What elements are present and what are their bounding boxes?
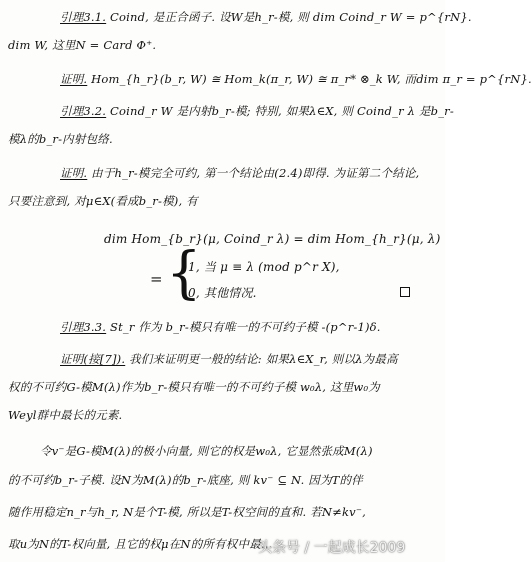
- lemma-3-1-text-1: Coind, 是正合函子. 设W是h_r-模, 则 dim Coind_r W = p^{rN}.: [110, 10, 472, 24]
- lemma-3-3-text: St_r 作为 b_r-模只有唯一的不可约子模 -(p^r-1)δ.: [110, 320, 381, 334]
- qed-box-icon: [400, 287, 410, 297]
- proof-3-line-3: Weyl群中最长的元素.: [8, 408, 123, 422]
- para-4-line-3: 随作用稳定n_r与h_r, N是个T-模, 所以是T-权空间的直和. 若N≠kv⁻,: [8, 505, 366, 519]
- lemma-3-1-label: 引理3.1.: [60, 10, 107, 24]
- proof-3-text-1: 我们来证明更一般的结论: 如果λ∈X_r, 则以λ为最高: [129, 352, 398, 366]
- proof-3-line-2: 权的不可约G-模M(λ)作为b_r-模只有唯一的不可约子模 w₀λ, 这里w₀为: [8, 380, 380, 394]
- lemma-3-2-line-1: [60, 104, 454, 118]
- para-4-line-1: 令v⁻是G-模M(λ)的极小向量, 则它的权是w₀λ, 它显然张成M(λ): [40, 444, 373, 458]
- formula-equals: =: [150, 270, 163, 288]
- formula-line-1: dim Hom_{b_r}(μ, Coind_r λ) = dim Hom_{h_r}(μ, λ): [104, 232, 441, 246]
- lemma-3-2-text-1: Coind_r W 是内射b_r-模; 特别, 如果λ∈X, 则 Coind_r λ 是b_r-: [110, 104, 454, 118]
- proof-2-text-1: 由于h_r-模完全可约, 第一个结论由(2.4)即得. 为证第二个结论,: [91, 166, 420, 180]
- proof-2-line-1: [60, 166, 419, 180]
- proof-3-label: 证明(接[7]).: [60, 352, 126, 366]
- lemma-3-2-line-2: 模λ的b_r-内射包络.: [8, 132, 113, 146]
- lemma-3-1-line-1: [60, 10, 472, 24]
- proof-1-text: Hom_{h_r}(b_r, W) ≅ Hom_k(π_r, W) ≅ π_r* ⊗_k W, 而dim π_r = p^{rN}.: [91, 72, 532, 86]
- formula-case-2: 0, 其他情况.: [188, 286, 257, 300]
- watermark-text: 头条号 / 一起成长2009: [258, 540, 406, 556]
- proof-3-line-1: [60, 352, 398, 366]
- para-4-line-4: 取u为N的T-权向量, 且它的权μ在N的所有权中最…: [8, 537, 273, 551]
- proof-2-line-2: 只要注意到, 对μ∈X(看成b_r-模), 有: [8, 194, 198, 208]
- formula-brace: {: [166, 241, 202, 306]
- lemma-3-1-line-2: dim W, 这里N = Card Φ⁺.: [8, 38, 157, 52]
- lemma-3-2-label: 引理3.2.: [60, 104, 107, 118]
- proof-1-line: [60, 72, 532, 86]
- lemma-3-3-line: [60, 320, 381, 334]
- proof-2-label: 证明.: [60, 166, 88, 180]
- lemma-3-3-label: 引理3.3.: [60, 320, 107, 334]
- formula-case-1: 1, 当 μ ≡ λ (mod p^r X),: [188, 260, 340, 274]
- proof-1-label: 证明.: [60, 72, 88, 86]
- para-4-line-2: 的不可约b_r-子模. 设N为M(λ)的b_r-底座, 则 kv⁻ ⊆ N. 因为T的伴: [8, 473, 363, 487]
